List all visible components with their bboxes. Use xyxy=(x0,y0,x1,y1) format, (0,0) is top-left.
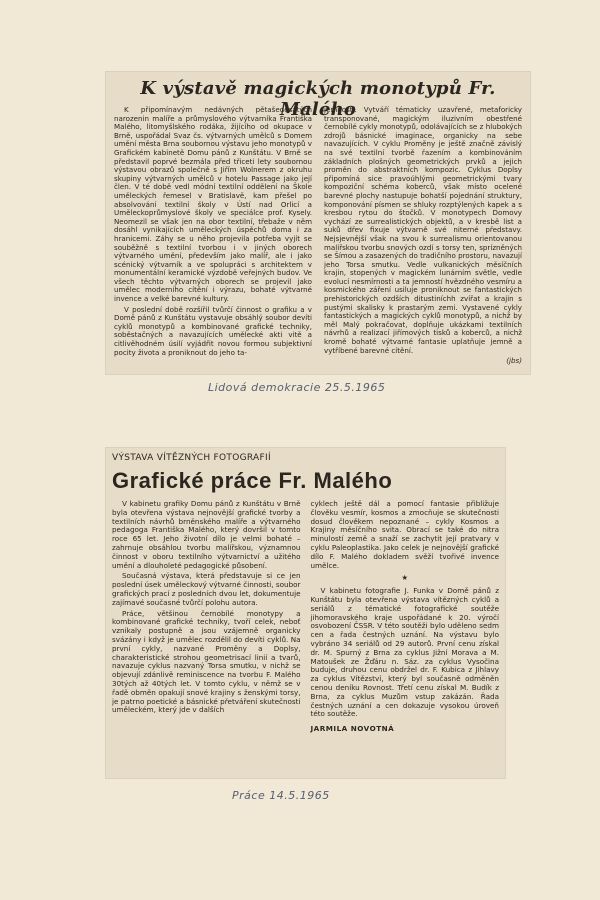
paragraph: V poslední době rozšířil tvůrčí činnost o grafiku a v Domě pánů z Kunštátu vystavuje obsáhlý soubor devíti cyklů monotypů a kombinované grafické techniky, soběstačných a navazujících umělecké akti vitě a citlivěhodném úsilí vyjádřit novou formou subjektivní pocity života a proniknout do jeho ta- xyxy=(114,304,312,357)
article-column-right xyxy=(311,500,500,734)
article-headline: Grafické práce Fr. Malého xyxy=(112,468,393,493)
separator-star-icon: ★ xyxy=(401,573,408,583)
article-signature: (jbs) xyxy=(506,356,522,366)
paragraph: cyklech ještě dál a pomocí fantasie přibližuje člověku vesmír, kosmos a zmocňuje se skutečnosti dosud člověkem nepoznané – cykly Kosmos a Krajiny měsíčního svita. Obrací se také do nitra minulostí země a snaží se zachytit její pratvary v cyklu Paleoplastika. Jako celek je nejnovější grafické dílo F. Malého dokladem svěží tvořivé invence umělce. xyxy=(310,499,499,570)
article-kicker: VÝSTAVA VÍTĚZNÝCH FOTOGRAFIÍ xyxy=(112,453,271,463)
handwritten-source-note: Lidová demokracie 25.5.1965 xyxy=(208,381,386,394)
paragraph: jemností. Vytváří tématicky uzavřené, metaforicky transponované, magickým iluzivním obestřené černobílé cykly monotypů, odolávajících se z hlubokých zdrojů básnické imaginace, organicky na sebe navazujících. V cyklu Proměny je ještě značně závislý na své textilní tvorbě řazením a kombinováním základních plošných geometrických prvků a jejich proměn do abstraktních kompozic. Cyklus Doplsy připomíná sice pravoúhlými geometrickými tvary kompoziční schéma koberců, však místo ocelené barevné plochy nastupuje bohatší pojednání struktury, komponování písmen se shluky rozptýlených kapek a s kresbou rytou do štočků. V monotypech Domovy vychází ze surrealistických objektů, a v kresbě list a suků dřev fixuje výtvarně své niterné představy. Nejsjevnější však na svou k surrealismu orientovanou malířskou tvorbu snových ozdí s torsy ten, sprízněných se Šímou a zasazených do tradičního prostoru, navazují jeho Torsa smutku. Vedle vulkanických měsíčních krajin, stopených v magickém lunárním světle, vedle evolucí nesmírnosti a ta jemností hvězdného vesmíru a kosmického záření usiluje proniknout se fantastických prehistorických ozdších ditustiníchh zvířat a krajin s pustými skalisky k prastarým zemi. Vystavené cykly fantastických a magických cyklů monotypů, a nichž by měl Malý pokračovat, doplňuje ukázkami textilních návrhů a realizací jiřímových tisků a koberců, a nichž kromě bohaté výtvarné fantasie uplatňuje jemně a vytříbené barevné cítění. xyxy=(324,105,522,355)
paragraph: V kabinetu fotografie J. Funka v Domě pánů z Kunštátu byla otevřena výstava vítězných cyklů a seriálů z tématické fotografické soutěže jihomoravského kraje uspořádané k 20. výročí osvobození ČSSR. V této soutěži bylo uděleno sedm cen a řada čestných uznání. Na výstavu bylo vybráno 34 seriálů od 29 autorů. První cenu získal dr. M. Spurný z Brna za cyklus Jižní Morava a M. Matoušek ze Žďáru n. Sáz. za cyklus Vysočina buduje, druhou cenu obdržel dr. F. Kubica z Jihlavy za cyklus Vítězství, který byl současně odměněn cenou deníku Rovnost. Třetí cenu získal M. Budík z Brna, za cyklus Muzům vstup zakázán. Řada čestných uznání a cen dokazuje vysokou úroveň této soutěže. xyxy=(310,586,499,719)
handwritten-source-note: Práce 14.5.1965 xyxy=(232,789,330,802)
article-headline: K výstavě magických monotypů Fr. Malého xyxy=(140,78,496,120)
paragraph: Současná výstava, která představuje si ce jen poslední úsek uměleckový výtvarné činnosti, soubor grafických prací z posledních dvou let, dokumentuje zajímavé současné tvůrčí polohu autora. xyxy=(112,571,301,607)
article-column-left xyxy=(114,106,312,366)
article-byline: JARMILA NOVOTNÁ xyxy=(310,724,395,734)
paragraph: K připomínavým nedávných pětašedesátých narozenin malíře a průmyslového výtvarníka Františka Malého, litomyšlského rodáka, žijícího od okupace v Brně, uspořádal Svaz čs. výtvarných umělců s Domem umění města Brna soubornou výstavu jeho monotypů v Grafickém kabinetě Domu pánů z Kunštátu. V Brně se představil poprvé bezmála před třiceti lety soubornou výstavou obrazů společně s Jiřím Wolnerem z okruhu skupiny výtvarných umělců v hotelu Passage jako její člen. V té době vedl módní textilní oddělení na Škole uměleckých řemesel v Bratislavě, kam přešel po absolvování textilní školy v Ústí nad Orlicí a Uměleckoprůmyslové školy ve speciálce prof. Kysely. Neomezil se však jen na obor textilní, třebaže v něm dosáhl vynikajících uměleckých úspěchů doma i za hranicemi. Záhy se u něho projevila potřeba vyjít se souběžně s textilní tvorbou i v jiných oborech výtvarného umění, především jako malíř, ale i jako scénický výtvarník a ve spolupráci s architektem v monumentální keramické výzdobě veřejných budov. Ve všech těchto výtvarných oborech se projevil jako umělec moderního cítění i výrazu, bohaté výtvarné invence a velké barevné kultury. xyxy=(114,105,312,304)
article-column-left xyxy=(112,500,301,734)
paragraph: Práce, většinou černobílé monotypy a kombinované grafické techniky, tvoří celek, neboť vznikaly postupně a jsou vzájemně organicky svázány i když je umělec rozdělil do devíti cyklů. Na první cykly, nazvané Proměny a Doplsy, charakteristické strohou geometrisací linií a tvarů, navazuje cyklus nazvaný Torsa smutku, v nichž se objevují zdánlivě reminiscence na tvorbu F. Malého 30tých až 40tých let. V tomto cyklu, v němž se v řadě obměn opakují snové krajiny s ženskými torsy, je patrno poetické a básnické přetváření skutečnosti uměleckém, který jde v dalších xyxy=(112,608,301,715)
newspaper-clipping-1 xyxy=(106,72,530,374)
paragraph: V kabinetu grafiky Domu pánů z Kunštátu v Brně byla otevřena výstava nejnovější grafické tvorby a textilních návrhů brněnského malíře a výtvarného pedagoga Františka Malého, který dovršil v tomto roce 65 let. Jeho životní dílo je velmi bohaté – zahrnuje obsáhlou tvorbu malířskou, významnou činnost v oboru textilního výtvarnictví a užitého umění a dlouholeté pedagogické působení. xyxy=(112,499,301,570)
article-column-right xyxy=(324,106,522,366)
article-body xyxy=(114,106,522,366)
article-body xyxy=(112,500,499,734)
newspaper-clipping-2 xyxy=(106,448,505,778)
